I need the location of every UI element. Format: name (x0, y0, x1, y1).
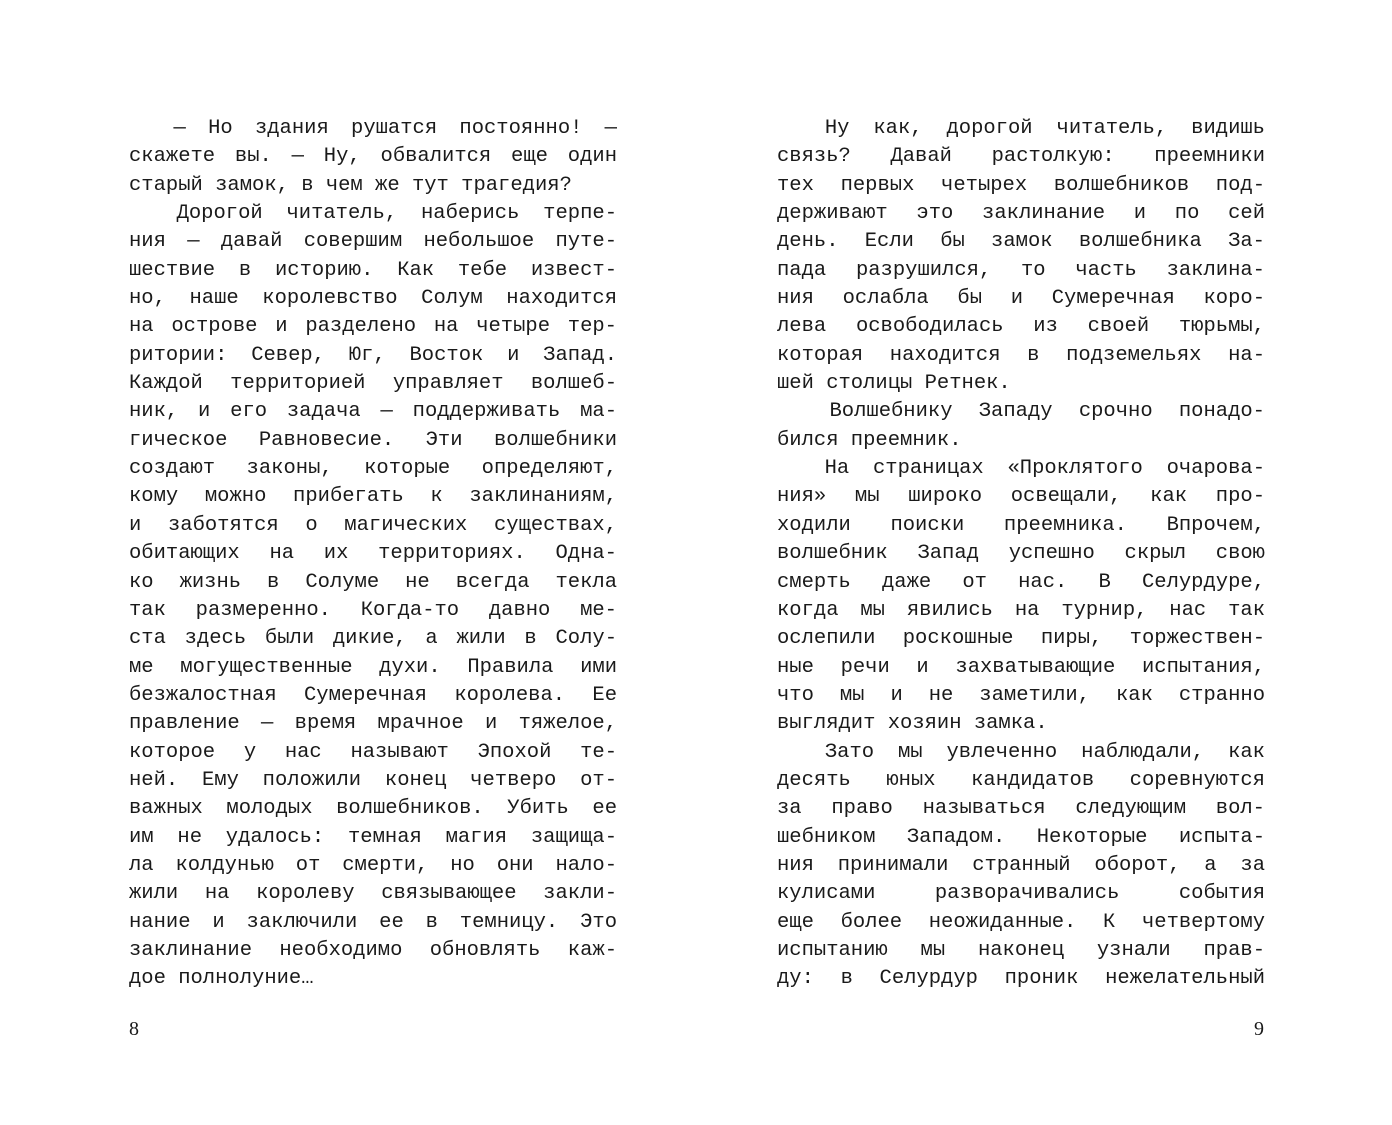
text-line: ста здесь были дикие, а жили в Солу- (129, 627, 617, 651)
text-line: выглядит хозяин замка. (777, 712, 1048, 736)
text-line: лева освободилась из своей тюрьмы, (777, 315, 1265, 339)
text-line: ния» мы широко освещали, как про- (777, 485, 1265, 509)
text-line: ду: в Селурдур проник нежелательный (777, 967, 1265, 991)
text-line: Дорогой читатель, наберись терпе- (129, 202, 617, 226)
text-line: им не удалось: темная магия защища- (129, 825, 617, 849)
text-line: старый замок, в чем же тут трагедия? (129, 173, 572, 197)
text-line: ослепили роскошные пиры, торжествен- (777, 627, 1265, 651)
text-line: ней. Ему положили конец четверо от- (129, 768, 617, 792)
left-page-text (129, 115, 617, 994)
text-line: ния принимали странный оборот, а за (777, 853, 1265, 877)
text-line: заклинание необходимо обновлять каж- (129, 938, 617, 962)
text-line: шебником Западом. Некоторые испыта- (777, 825, 1265, 849)
text-line: тех первых четырех волшебников под- (777, 173, 1265, 197)
text-line: и заботятся о магических существах, (129, 513, 617, 537)
text-line: ния ослабла бы и Сумеречная коро- (777, 287, 1265, 311)
text-line: на острове и разделено на четыре тер- (129, 315, 617, 339)
text-line: скажете вы. — Ну, обвалится еще один (129, 145, 617, 169)
text-line: безжалостная Сумеречная королева. Ее (129, 683, 617, 707)
text-line: пада разрушился, то часть заклина- (777, 258, 1265, 282)
text-line: Зато мы увлеченно наблюдали, как (777, 740, 1265, 764)
text-line: ник, и его задача — поддерживать ма- (129, 400, 617, 424)
text-line: шей столицы Ретнек. (777, 372, 1011, 396)
text-line: ходили поиски преемника. Впрочем, (777, 513, 1265, 537)
text-line: важных молодых волшебников. Убить ее (129, 797, 617, 821)
text-line: кулисами разворачивались события (777, 882, 1265, 906)
text-line: так размеренно. Когда-то давно ме- (129, 598, 617, 622)
text-line: бился преемник. (777, 428, 962, 452)
text-line: десять юных кандидатов соревнуются (777, 768, 1265, 792)
right-page-number: 9 (1254, 1018, 1264, 1040)
text-line: создают законы, которые определяют, (129, 457, 617, 481)
text-line: но, наше королевство Солум находится (129, 287, 617, 311)
text-line: Волшебнику Западу срочно понадо- (777, 400, 1265, 424)
text-line: кому можно прибегать к заклинаниям, (129, 485, 617, 509)
text-line: связь? Давай растолкую: преемники (777, 145, 1265, 169)
text-line: обитающих на их территориях. Одна- (129, 542, 617, 566)
text-line: еще более неожиданные. К четвертому (777, 910, 1265, 934)
text-line: ния — давай совершим небольшое путе- (129, 230, 617, 254)
text-line: — Но здания рушатся постоянно! — (129, 117, 617, 140)
text-line: ме могущественные духи. Правила ими (129, 655, 617, 679)
left-page-number: 8 (129, 1018, 139, 1040)
text-line: которое у нас называют Эпохой те- (129, 740, 617, 764)
text-line: ко жизнь в Солуме не всегда текла (129, 570, 617, 594)
text-line: смерть даже от нас. В Селурдуре, (777, 570, 1265, 594)
right-page-text (777, 115, 1265, 994)
text-line: Ну как, дорогой читатель, видишь (777, 117, 1265, 140)
text-line: ные речи и захватывающие испытания, (777, 655, 1265, 679)
text-line: что мы и не заметили, как странно (777, 683, 1265, 707)
text-line: когда мы явились на турнир, нас так (777, 598, 1265, 622)
text-line: гическое Равновесие. Эти волшебники (129, 428, 617, 452)
text-line: день. Если бы замок волшебника За- (777, 230, 1265, 254)
text-line: волшебник Запад успешно скрыл свою (777, 542, 1265, 566)
text-line: правление — время мрачное и тяжелое, (129, 712, 617, 736)
text-line: нание и заключили ее в темницу. Это (129, 910, 617, 934)
text-line: дое полнолуние… (129, 967, 314, 991)
text-line: за право называться следующим вол- (777, 797, 1265, 821)
text-line: шествие в историю. Как тебе извест- (129, 258, 617, 282)
text-line: которая находится в подземельях на- (777, 343, 1265, 367)
text-line: ритории: Север, Юг, Восток и Запад. (129, 343, 617, 367)
text-line: испытанию мы наконец узнали прав- (777, 938, 1265, 962)
text-line: жили на королеву связывающее закли- (129, 882, 617, 906)
text-line: На страницах «Проклятого очарова- (777, 457, 1265, 481)
text-line: Каждой территорией управляет волшеб- (129, 372, 617, 396)
text-line: ла колдунью от смерти, но они нало- (129, 853, 617, 877)
text-line: держивают это заклинание и по сей (777, 202, 1265, 226)
